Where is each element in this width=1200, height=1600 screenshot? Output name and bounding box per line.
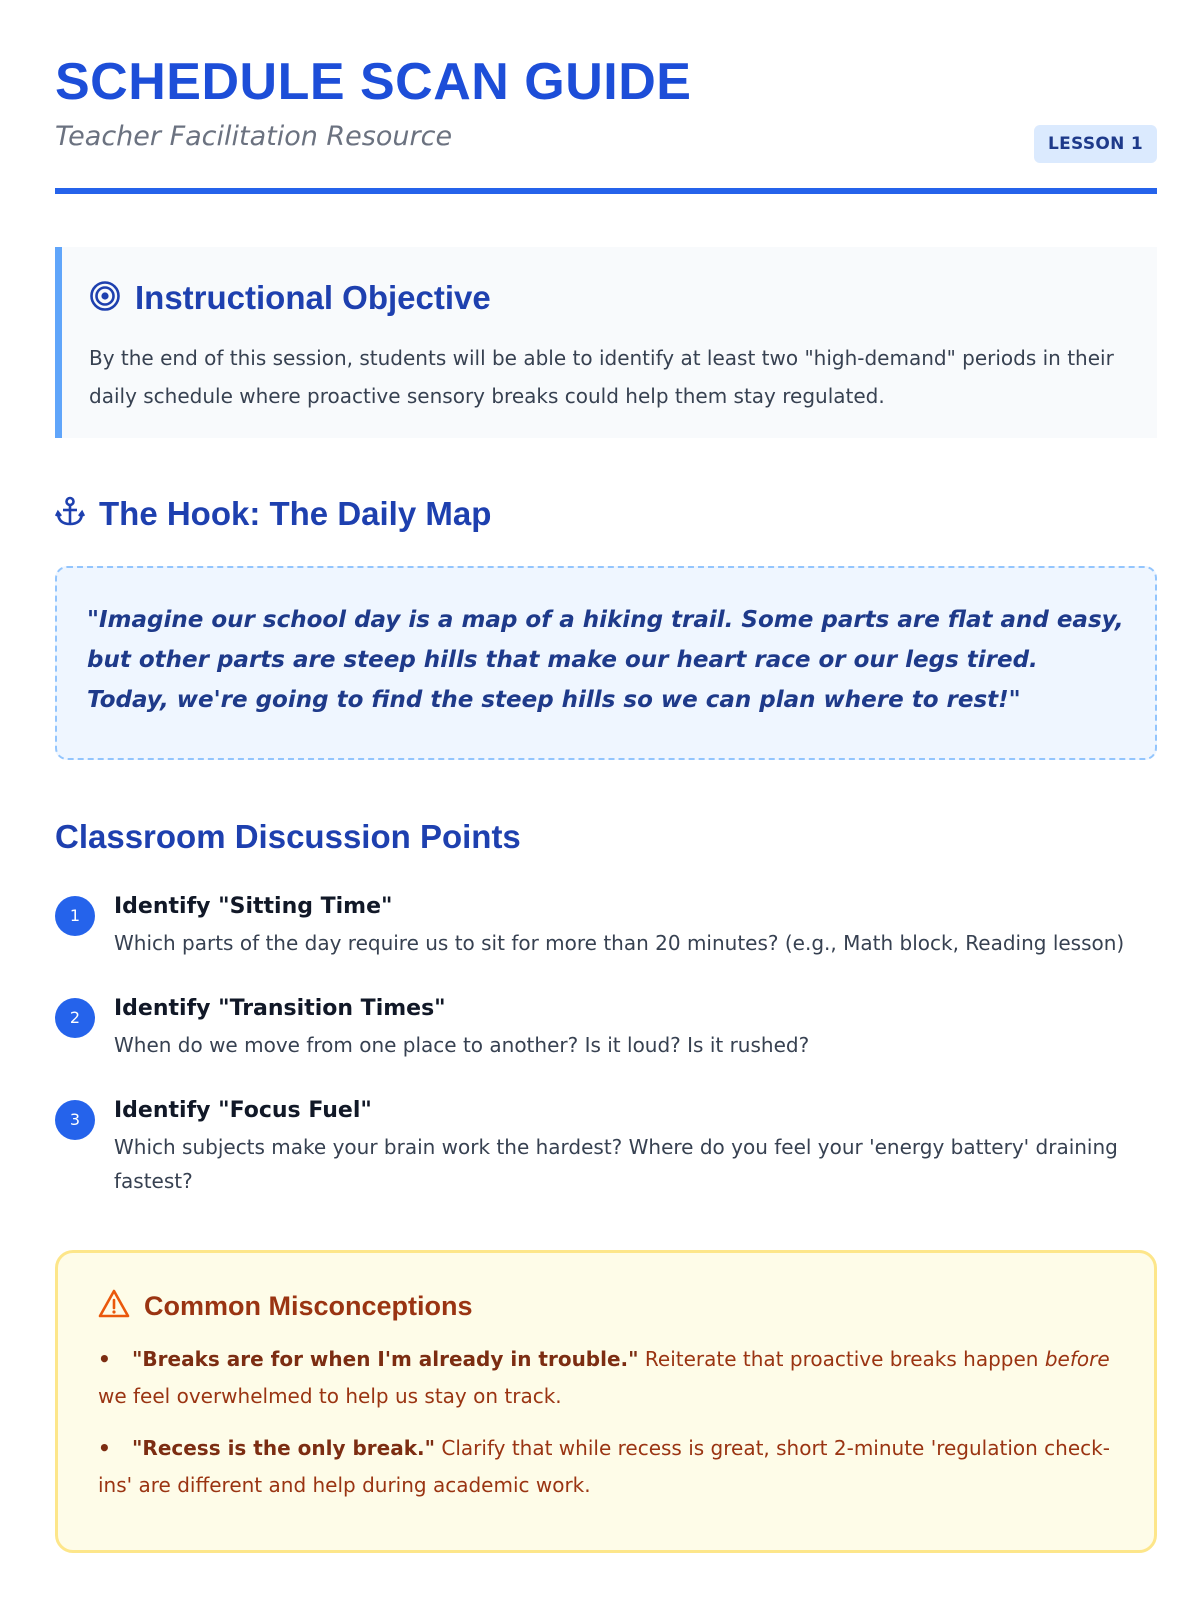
discussion-item (55, 892, 1157, 960)
discussion-item (55, 994, 1157, 1062)
target-icon (89, 280, 121, 316)
list-item (98, 1341, 1114, 1415)
bullet: • (98, 1347, 111, 1371)
header-divider (55, 188, 1157, 194)
misconception-text: Reiterate that proactive breaks happen (638, 1347, 1045, 1371)
discussion-item (55, 1096, 1157, 1198)
objective-card (55, 247, 1157, 438)
bullet: • (98, 1436, 111, 1460)
misconceptions-title: Common Misconceptions (144, 1290, 473, 1321)
hook-quote-box (55, 566, 1157, 760)
hook-header (55, 495, 491, 533)
objective-text: By the end of this session, students will be able to identify at least two "high-demand" periods in their daily schedule where proactive sensory breaks could help them stay regulated. (89, 346, 1114, 408)
page-title: SCHEDULE SCAN GUIDE (55, 53, 692, 111)
discussion-item-text: Which parts of the day require us to sit for more than 20 minutes? (e.g., Math block, Reading lesson) (114, 931, 1125, 955)
objective-header (89, 279, 1127, 317)
misconceptions-card (55, 1250, 1157, 1553)
anchor-icon (55, 496, 85, 532)
lesson-badge: LESSON 1 (1034, 125, 1157, 163)
misconceptions-header (98, 1289, 1114, 1323)
discussion-item-label: Identify "Transition Times" (114, 996, 446, 1021)
misconception-text-end: we feel overwhelmed to help us stay on track. (98, 1384, 562, 1408)
discussion-item-text: Which subjects make your brain work the hardest? Where do you feel your 'energy battery' draining fastest? (114, 1135, 1118, 1193)
misconception-quote: "Recess is the only break." (132, 1436, 436, 1460)
misconception-text: Clarify that while recess is great, short 2-minute 'regulation check-ins' are different and help during academic work. (98, 1436, 1110, 1497)
lesson-page (55, 0, 1157, 1497)
page-subtitle: Teacher Facilitation Resource (55, 121, 453, 152)
discussion-item-label: Identify "Sitting Time" (114, 894, 393, 919)
misconception-emphasis: before (1044, 1347, 1110, 1371)
discussion-list (55, 892, 1157, 1232)
step-number: 2 (55, 998, 95, 1038)
page-header (55, 0, 1157, 196)
hook-quote: "Imagine our school day is a map of a hiking trail. Some parts are flat and easy, but other parts are steep hills that make our heart race or our legs tired. Today, we're going to find the steep hills so we can plan where to rest!" (87, 607, 1124, 713)
list-item (98, 1430, 1114, 1504)
discussion-item-text: When do we move from one place to another? Is it loud? Is it rushed? (114, 1033, 810, 1057)
misconceptions-list (98, 1341, 1114, 1504)
warning-icon (98, 1289, 130, 1323)
step-number: 3 (55, 1100, 95, 1140)
objective-title: Instructional Objective (135, 279, 491, 316)
discussion-item-label: Identify "Focus Fuel" (114, 1098, 372, 1123)
discussion-title: Classroom Discussion Points (55, 818, 521, 855)
step-number: 1 (55, 896, 95, 936)
misconception-quote: "Breaks are for when I'm already in trouble." (132, 1347, 639, 1371)
hook-title: The Hook: The Daily Map (99, 495, 492, 532)
